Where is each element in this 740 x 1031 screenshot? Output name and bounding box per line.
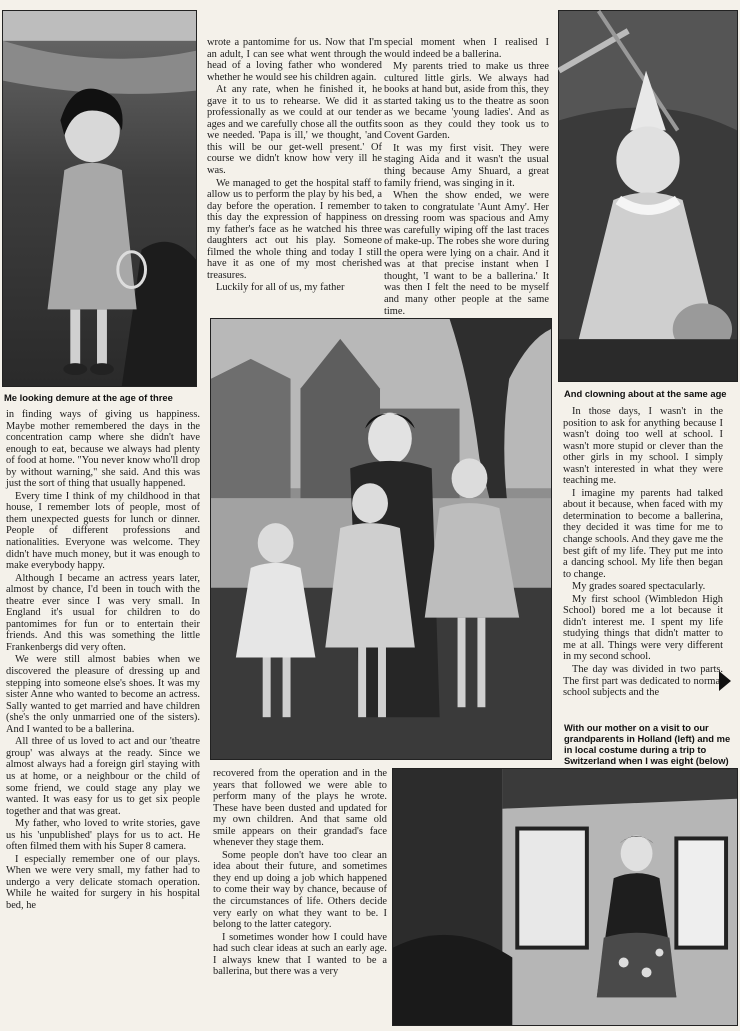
- paragraph: It was my first visit. They were staging Aida and it wasn't the usual thing because Amy Shuard, a great family friend, was singing in it.: [384, 142, 549, 189]
- column-left: [6, 409, 200, 1029]
- paragraph: wrote a pantomime for us. Now that I'm an adult, I can see what went through the head of a loving father who wondered whether he would see his children again.: [207, 37, 382, 83]
- paragraph: recovered from the operation and in the years that followed we were able to perform many of the plays he wrote. These have been dusted and updated for my own children. And that same old smile appears on their grandad's face whenever they stage them.: [213, 768, 387, 849]
- caption-clowning: And clowning about at the same age: [564, 388, 727, 399]
- column-bottom-middle: [213, 768, 387, 1028]
- column-top-right: [384, 37, 549, 317]
- paragraph: When the show ended, we were taken to congratulate 'Aunt Amy'. Her dressing room was spacious and Amy was carefully wiping off the last traces of make-up. The robes she wore during the opera were lying on a chair. And it was at that precise instant when I thought, 'I want to be a ballerina.' It was then I felt the need to be myself and many other people at the same time.: [384, 190, 549, 317]
- photo-switzerland-costume: [392, 768, 738, 1026]
- caption-age-three: Me looking demure at the age of three: [4, 392, 173, 403]
- paragraph: in finding ways of giving us happiness. Maybe mother remembered the days in the concentration camp where she didn't have enough to eat, because we always had plenty of food at home. "You never know who'll drop by without warning," she said. And this was just the sort of thing that usually happened.: [6, 409, 200, 490]
- continue-arrow-icon: [719, 671, 731, 691]
- photo-girl-age-three-image: [3, 11, 196, 386]
- paragraph: In those days, I wasn't in the position to ask for anything because I wasn't doing too well at school. I wasn't more stupid or clever than the other girls in my school. I simply wasn't interested in what they were teaching me.: [563, 406, 723, 487]
- paragraph: All three of us loved to act and our 'theatre group' was always at the ready. Since we almost always had a foreign girl staying with us at home, or a neighbour or the child of some friend, we could stage any play we wanted. It was easy for us to get six people together and that was great.: [6, 736, 200, 817]
- photo-clown-costume-image: [559, 11, 737, 381]
- paragraph: My father, who loved to write stories, gave us his 'unpublished' plays for us to act. He often filmed them with his Super 8 camera.: [6, 818, 200, 853]
- photo-family-holland-image: [211, 319, 551, 759]
- photo-clown-costume: [558, 10, 738, 382]
- column-top-middle: [207, 37, 382, 317]
- paragraph: My first school (Wimbledon High School) bored me a lot because it didn't interest me. I spent my life studying things that didn't matter to me at all. Things were very different in my second school.: [563, 593, 723, 663]
- caption-family-holland: With our mother on a visit to our grandparents in Holland (left) and me in local costume during a trip to Switzerland when I was eight (below): [564, 722, 731, 766]
- paragraph: My grades soared spectacularly.: [572, 581, 706, 593]
- paragraph: At any rate, when he finished it, he gave it to us to rehearse. We did it as professionally as we could at our tender ages and we carefully chose all the outfits we needed. 'Papa is ill,' we thought, 'and this will be our get-well present.' Of course we didn't know how very ill he was.: [207, 84, 382, 177]
- paragraph: Luckily for all of us, my father: [216, 282, 345, 294]
- paragraph: I sometimes wonder how I could have had such clear ideas at such an early age. I always knew that I wanted to be a ballerina, but there was a very: [213, 931, 387, 978]
- paragraph: Although I became an actress years later, almost by chance, I'd been in touch with the theatre ever since I was very small. In England it's usual for children to do pantomimes for fun or to entertain their friends. And this was something the little Frankenbergs did very often.: [6, 572, 200, 653]
- photo-switzerland-costume-image: [393, 769, 737, 1025]
- paragraph: I especially remember one of our plays. When we were very small, my father had to undergo a very delicate stomach operation. While he waited for surgery in his hospital bed, he: [6, 853, 200, 911]
- paragraph: special moment when I realised I would indeed be a ballerina.: [384, 37, 549, 60]
- paragraph: We managed to get the hospital staff to allow us to perform the play by his bed, a day before the operation. I remember to this day the expression of happiness on my father's face as he watched his three daughters act out his play. Someone filmed the whole thing and today I still have it as one of my most cherished treasures.: [207, 177, 382, 281]
- paragraph: Every time I think of my childhood in that house, I remember lots of people, most of them unexpected guests for lunch or dinner. People of different professions and nationalities. Everyone was welcome. They didn't have much money, but it was enough to make everybody happy.: [6, 490, 200, 572]
- paragraph: We were still almost babies when we discovered the pleasure of dressing up and stepping into someone else's shoes. It was my sister Anne who wanted to become an actress. Sally wanted to get married and have children (she's the only unmarried one of the sisters). And I wanted to be a ballerina.: [6, 654, 200, 735]
- paragraph: Some people don't have too clear an idea about their future, and sometimes they end up doing a job which happened to come their way by chance, because of the circumstances of life. Others decide very early on what they want to be. I belong to the latter category.: [213, 849, 387, 931]
- paragraph: The day was divided in two parts. The first part was dedicated to normal school subjects and the: [563, 664, 723, 699]
- paragraph: My parents tried to make us three cultured little girls. We always had books at hand but, aside from this, they started taking us to the theatre as soon as we became 'young ladies'. And as soon as they could they took us to Covent Garden.: [384, 61, 549, 142]
- column-right: [563, 406, 723, 699]
- photo-girl-age-three: [2, 10, 197, 387]
- photo-family-holland: [210, 318, 552, 760]
- paragraph: I imagine my parents had talked about it because, when faced with my determination to become a ballerina, they decided it was time for me to change schools. And they gave me the best gift of my life. They put me into a dancing school. My life then began to change.: [563, 487, 723, 580]
